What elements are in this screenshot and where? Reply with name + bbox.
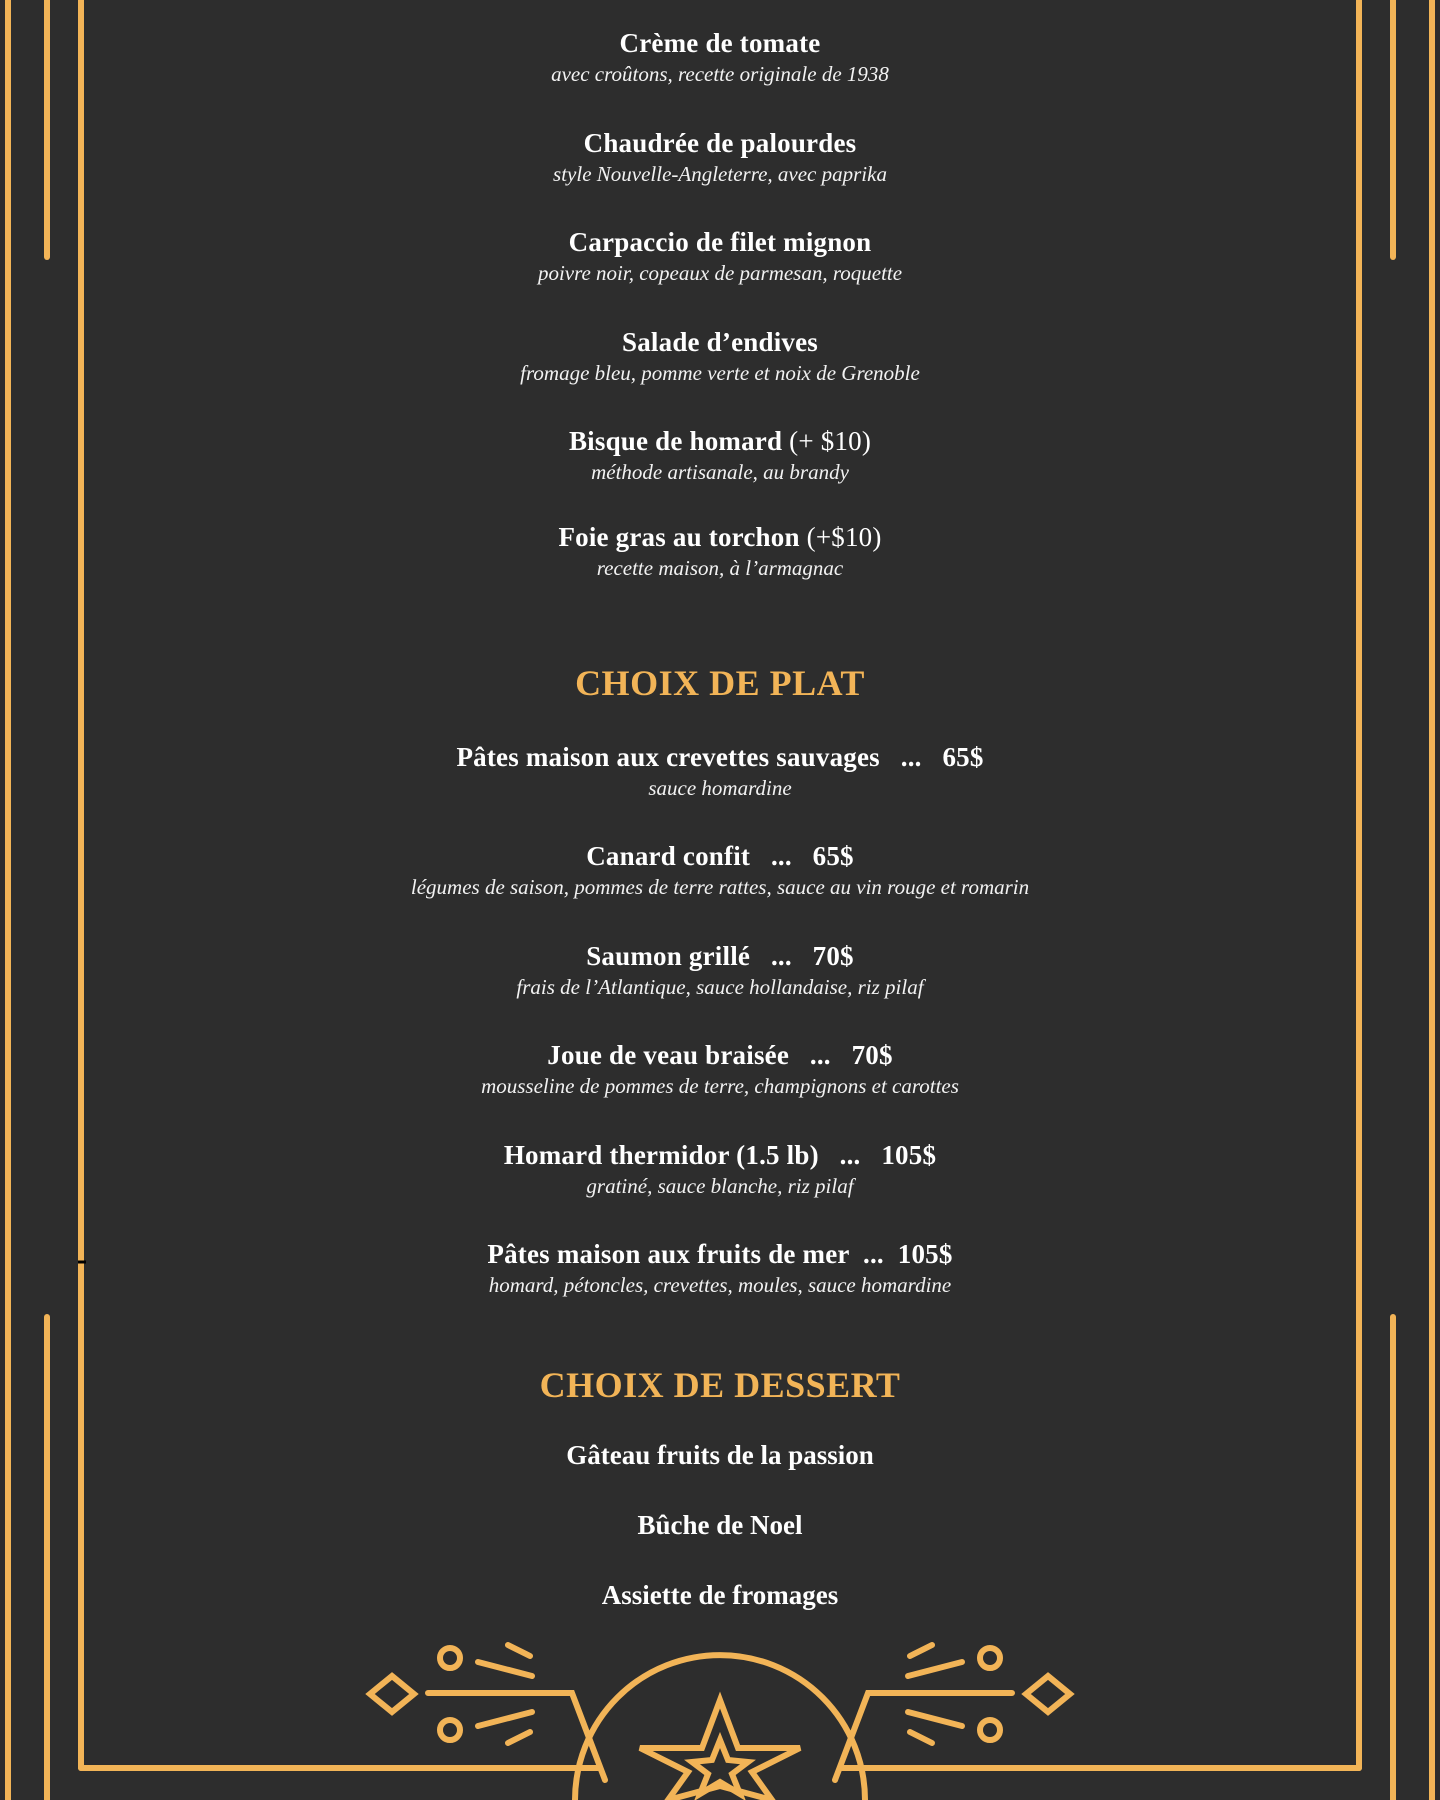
dish-name — [0, 939, 1440, 973]
dish-name — [0, 520, 1440, 554]
dish-separator: ... — [750, 941, 813, 971]
dish-separator: ... — [789, 1040, 852, 1070]
section-title-plat: CHOIX DE PLAT — [575, 663, 865, 703]
dish-name-text: Foie gras au torchon — [558, 522, 800, 552]
dish-description: fromage bleu, pomme verte et noix de Grenoble — [520, 361, 920, 385]
dish-separator: ... — [750, 841, 813, 871]
section-title-dessert: CHOIX DE DESSERT — [539, 1365, 901, 1405]
dish-name-text: Saumon grillé — [586, 941, 751, 971]
dish-name-text: Bisque de homard — [568, 426, 783, 456]
plat-item — [0, 1237, 1440, 1299]
dish-name: Salade d’endives — [622, 327, 818, 357]
dish-name — [0, 839, 1440, 873]
dish-description: avec croûtons, recette originale de 1938 — [551, 62, 889, 86]
dish-separator: ... — [879, 742, 943, 772]
dish-name-text: Pâtes maison aux fruits de mer — [487, 1239, 850, 1269]
entree-item — [0, 325, 1440, 387]
dish-name: Crème de tomate — [619, 28, 821, 58]
dish-description: gratiné, sauce blanche, riz pilaf — [586, 1174, 854, 1198]
dish-supplement: (+ $10) — [789, 426, 872, 456]
dish-price: 105$ — [897, 1239, 953, 1269]
dish-name-text: Joue de veau braisée — [547, 1040, 790, 1070]
dish-price: 65$ — [812, 841, 854, 871]
dish-description: poivre noir, copeaux de parmesan, roquette — [537, 261, 903, 285]
entree-item — [0, 225, 1440, 287]
dish-price: 70$ — [812, 941, 854, 971]
dish-name — [0, 424, 1440, 458]
dish-description: mousseline de pommes de terre, champignons et carottes — [481, 1074, 959, 1098]
dish-name: Carpaccio de filet mignon — [568, 227, 872, 257]
dish-description: recette maison, à l’armagnac — [596, 556, 844, 580]
plat-item — [0, 1138, 1440, 1200]
entree-item — [0, 520, 1440, 582]
dish-supplement: (+$10) — [806, 522, 882, 552]
plat-item — [0, 740, 1440, 802]
entree-item — [0, 26, 1440, 88]
dish-name — [0, 740, 1440, 774]
dish-name-text: Homard thermidor (1.5 lb) — [503, 1140, 819, 1170]
dish-separator: ... — [849, 1239, 898, 1269]
dish-price: 70$ — [851, 1040, 893, 1070]
dish-name — [0, 1138, 1440, 1172]
dish-name — [0, 1038, 1440, 1072]
dish-description: homard, pétoncles, crevettes, moules, sauce homardine — [488, 1273, 952, 1297]
dish-description: style Nouvelle-Angleterre, avec paprika — [553, 162, 887, 186]
dessert-item: Gâteau fruits de la passion — [566, 1440, 874, 1470]
dish-separator: ... — [818, 1140, 882, 1170]
dessert-item: Bûche de Noel — [637, 1510, 803, 1540]
dish-name-text: Pâtes maison aux crevettes sauvages — [456, 742, 880, 772]
dish-description: méthode artisanale, au brandy — [591, 460, 849, 484]
entree-item — [0, 424, 1440, 486]
dish-description: sauce homardine — [648, 776, 792, 800]
plat-item — [0, 839, 1440, 901]
plat-item — [0, 1038, 1440, 1100]
dish-name — [0, 1237, 1440, 1271]
dish-name-text: Canard confit — [586, 841, 751, 871]
dish-name: Chaudrée de palourdes — [583, 128, 857, 158]
entree-item — [0, 126, 1440, 188]
dish-price: 65$ — [942, 742, 984, 772]
plat-item — [0, 939, 1440, 1001]
dish-price: 105$ — [881, 1140, 937, 1170]
dish-description: légumes de saison, pommes de terre rattes, sauce au vin rouge et romarin — [410, 875, 1030, 899]
dish-description: frais de l’Atlantique, sauce hollandaise, riz pilaf — [516, 975, 924, 999]
dessert-item: Assiette de fromages — [601, 1580, 839, 1610]
